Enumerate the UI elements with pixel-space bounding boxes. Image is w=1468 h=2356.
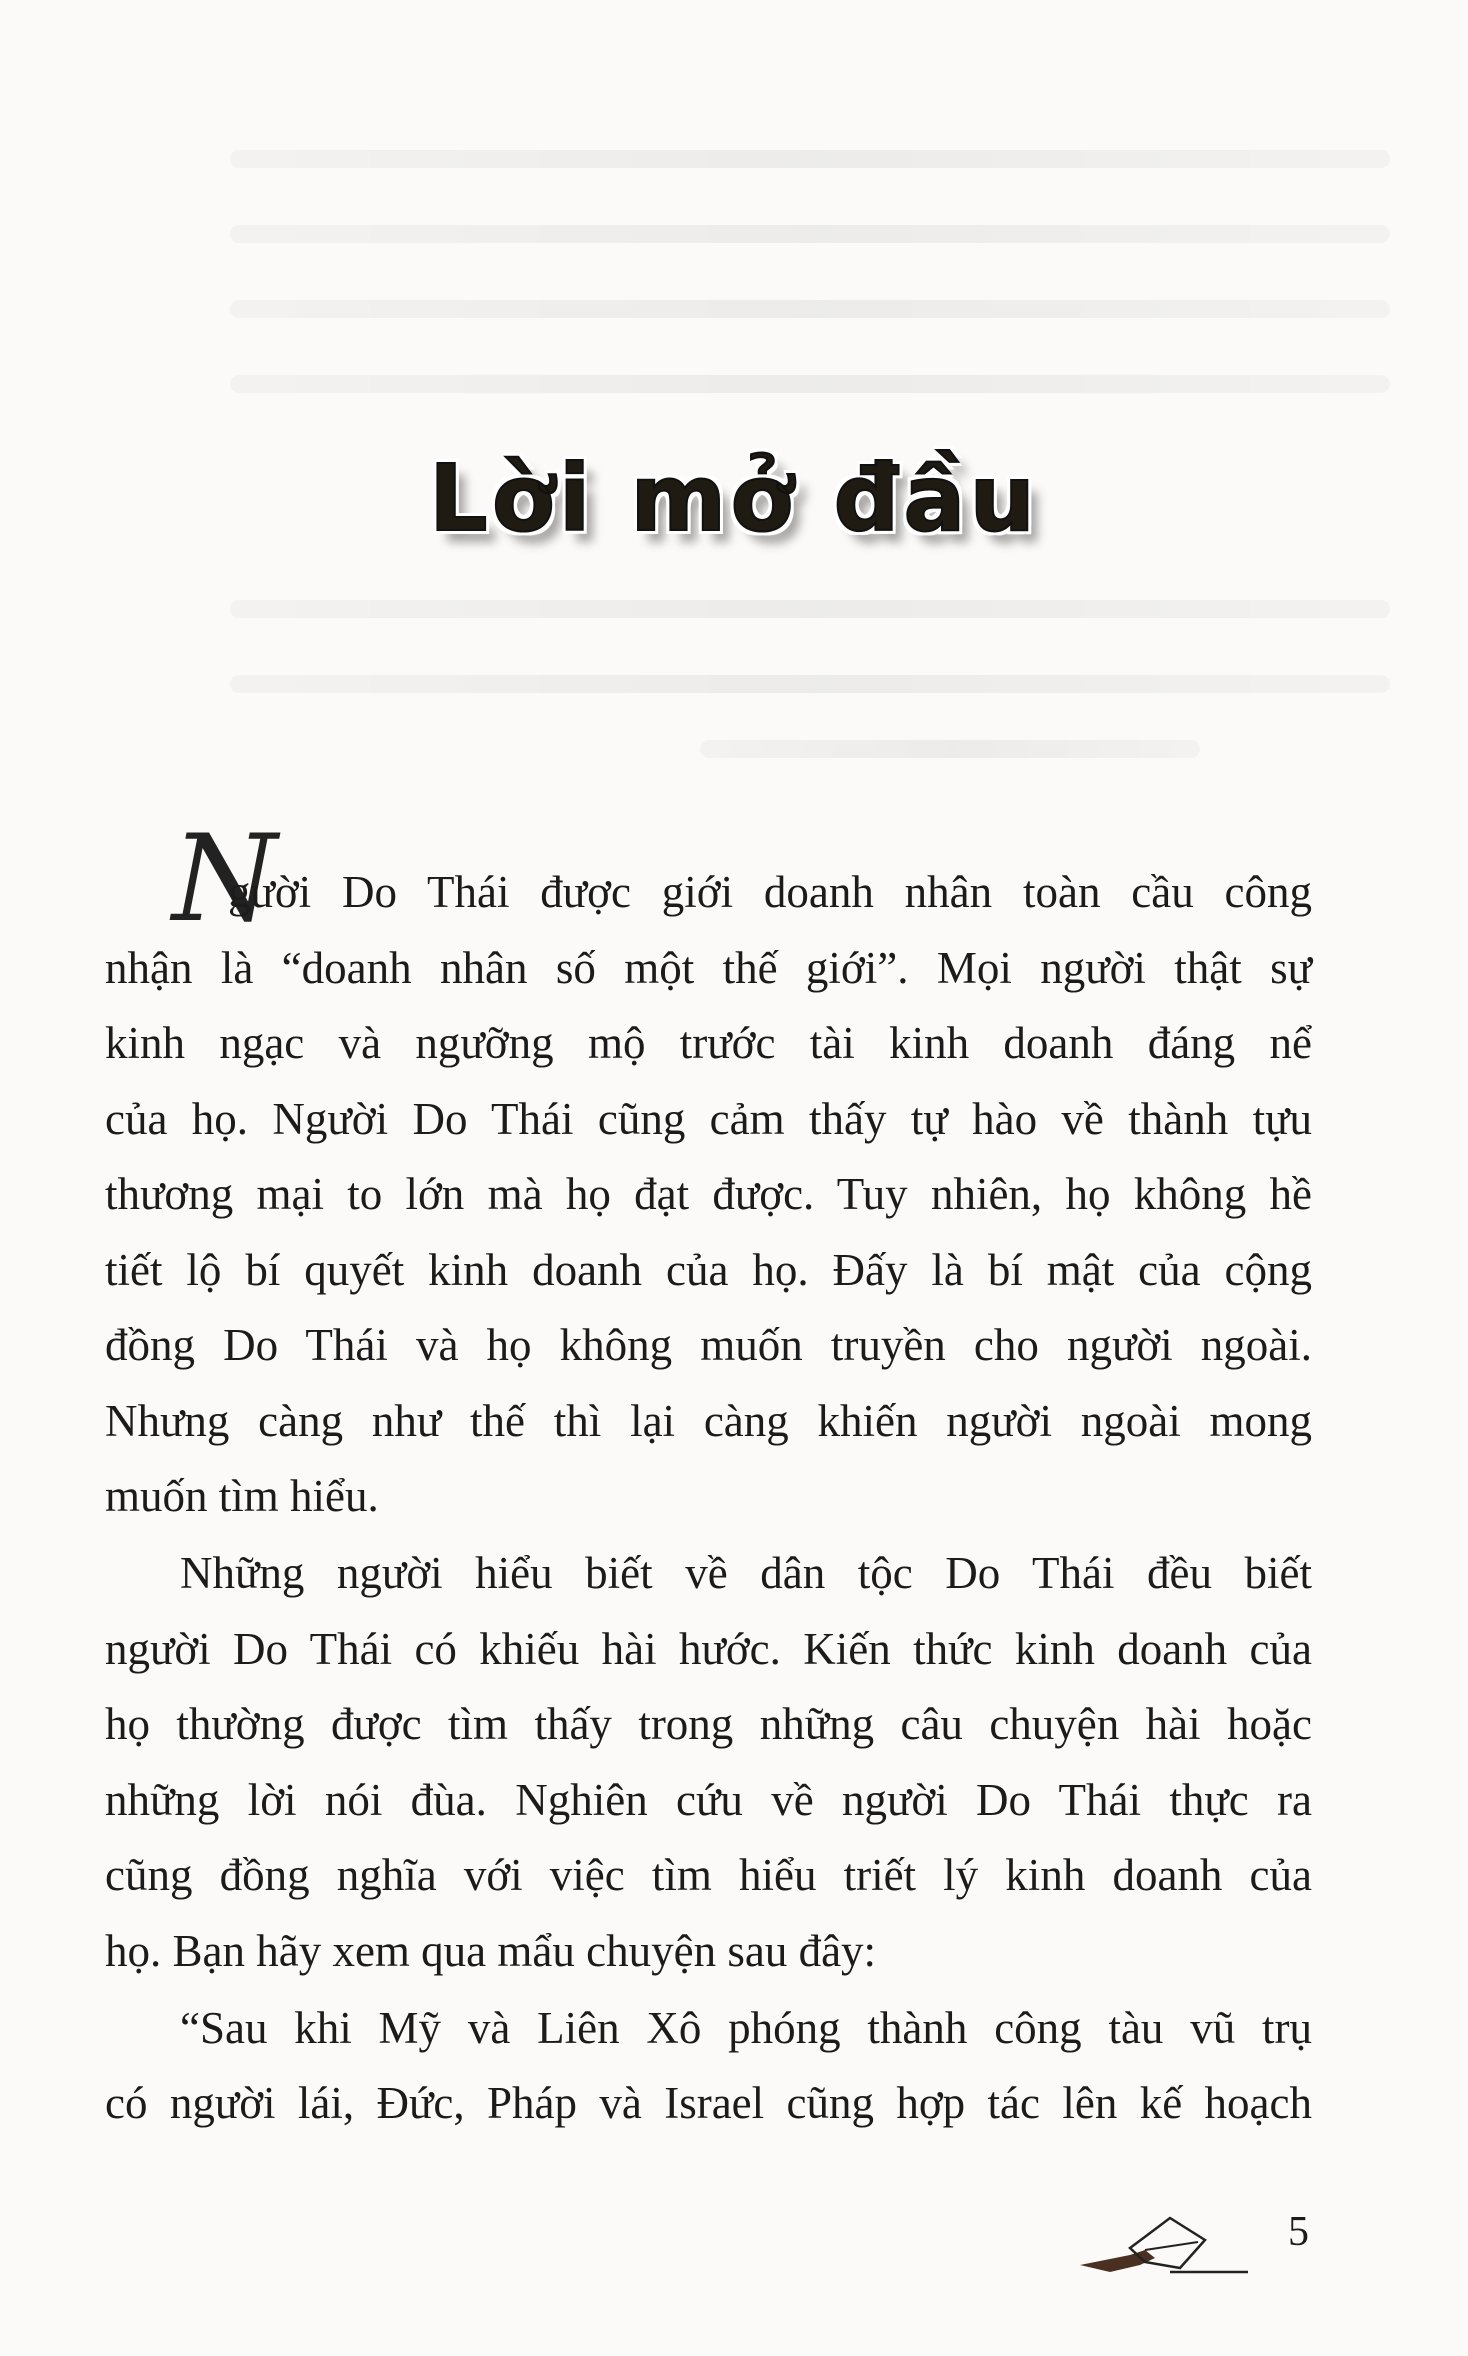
text-line: thương mại to lớn mà họ đạt được. Tuy nhiên, họ không hề — [105, 1169, 1312, 1219]
text-line: những lời nói đùa. Nghiên cứu về người Do Thái thực ra — [105, 1774, 1312, 1825]
quill-envelope-icon — [1070, 2210, 1250, 2280]
text-line: đồng Do Thái và họ không muốn truyền cho người ngoài. — [105, 1320, 1312, 1370]
text-line: người Do Thái có khiếu hài hước. Kiến thức kinh doanh của — [105, 1623, 1312, 1674]
text-line: Nhưng càng như thế thì lại càng khiến người ngoài mong — [105, 1395, 1312, 1446]
text-line: cũng đồng nghĩa với việc tìm hiểu triết lý kinh doanh của — [105, 1850, 1312, 1900]
text-line: muốn tìm hiểu. — [105, 1471, 379, 1521]
text-line: tiết lộ bí quyết kinh doanh của họ. Đấy là bí mật của cộng — [105, 1244, 1312, 1295]
text-line: họ thường được tìm thấy trong những câu chuyện hài hoặc — [105, 1699, 1312, 1749]
text-line: của họ. Người Do Thái cũng cảm thấy tự hào về thành tựu — [105, 1093, 1312, 1144]
drop-cap: N — [172, 810, 277, 949]
text-line: gười Do Thái được giới doanh nhân toàn cầu công — [228, 867, 1312, 917]
text-line: “Sau khi Mỹ và Liên Xô phóng thành công tàu vũ trụ — [180, 2002, 1312, 2053]
text-line: kinh ngạc và ngưỡng mộ trước tài kinh doanh đáng nể — [105, 1018, 1312, 1068]
text-line: họ. Bạn hãy xem qua mẩu chuyện sau đây: — [105, 1925, 877, 1976]
chapter-title: Lời mở đầu — [429, 445, 1039, 552]
text-line: nhận là “doanh nhân số một thế giới”. Mọi người thật sự — [105, 942, 1312, 993]
text-line: có người lái, Đức, Pháp và Israel cũng hợp tác lên kế hoạch — [105, 2078, 1312, 2128]
page-number: 5 — [1288, 2209, 1309, 2255]
text-line: Những người hiểu biết về dân tộc Do Thái đều biết — [180, 1548, 1312, 1598]
